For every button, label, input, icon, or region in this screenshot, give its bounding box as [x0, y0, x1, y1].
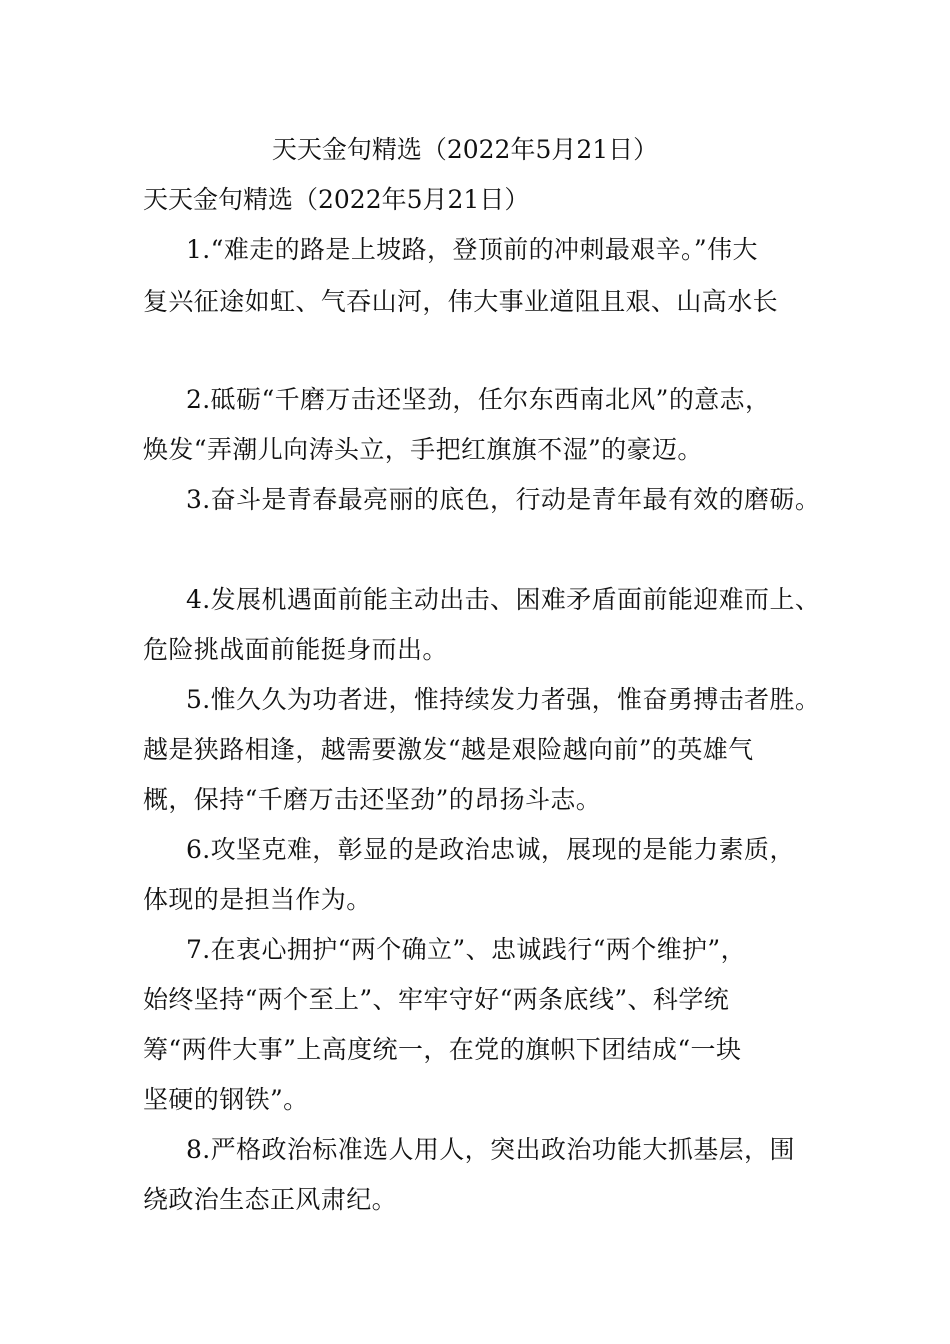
- document-subtitle: 天天金句精选（2022年5月21日）: [143, 185, 530, 214]
- item-7-line-2: 始终坚持“两个至上”、牢牢守好“两条底线”、科学统: [143, 985, 730, 1014]
- item-1-line-2: 复兴征途如虹、气吞山河，伟大事业道阻且艰、山高水长: [143, 287, 779, 316]
- item-7-line-3: 筹“两件大事”上高度统一，在党的旗帜下团结成“一块: [143, 1035, 742, 1064]
- item-7-line-4: 坚硬的钢铁”。: [143, 1085, 309, 1114]
- item-4-line-1: 4.发展机遇面前能主动出击、困难矛盾面前能迎难而上、: [186, 585, 821, 614]
- item-5-line-1: 5.惟久久为功者进，惟持续发力者强，惟奋勇搏击者胜。: [186, 685, 821, 714]
- document-title: 天天金句精选（2022年5月21日）: [271, 135, 659, 164]
- item-6-line-2: 体现的是担当作为。: [143, 885, 372, 914]
- item-5-line-3: 概，保持“千磨万击还坚劲”的昂扬斗志。: [143, 785, 602, 814]
- item-6-line-1: 6.攻坚克难，彰显的是政治忠诚，展现的是能力素质，: [186, 835, 795, 864]
- item-2-line-1: 2.砥砺“千磨万击还坚劲，任尔东西南北风”的意志，: [186, 385, 771, 414]
- item-8-line-2: 绕政治生态正风肃纪。: [143, 1185, 398, 1214]
- item-4-line-2: 危险挑战面前能挺身而出。: [143, 635, 448, 664]
- item-7-line-1: 7.在衷心拥护“两个确立”、忠诚践行“两个维护”，: [186, 935, 746, 964]
- item-1-line-1: 1.“难走的路是上坡路，登顶前的冲刺最艰辛。”伟大: [186, 235, 758, 264]
- item-8-line-1: 8.严格政治标准选人用人，突出政治功能大抓基层，围: [186, 1135, 795, 1164]
- item-2-line-2: 焕发“弄潮儿向涛头立，手把红旗旗不湿”的豪迈。: [143, 435, 703, 464]
- item-5-line-2: 越是狭路相逢，越需要激发“越是艰险越向前”的英雄气: [143, 735, 754, 764]
- item-3-line-1: 3.奋斗是青春最亮丽的底色，行动是青年最有效的磨砺。: [186, 485, 821, 514]
